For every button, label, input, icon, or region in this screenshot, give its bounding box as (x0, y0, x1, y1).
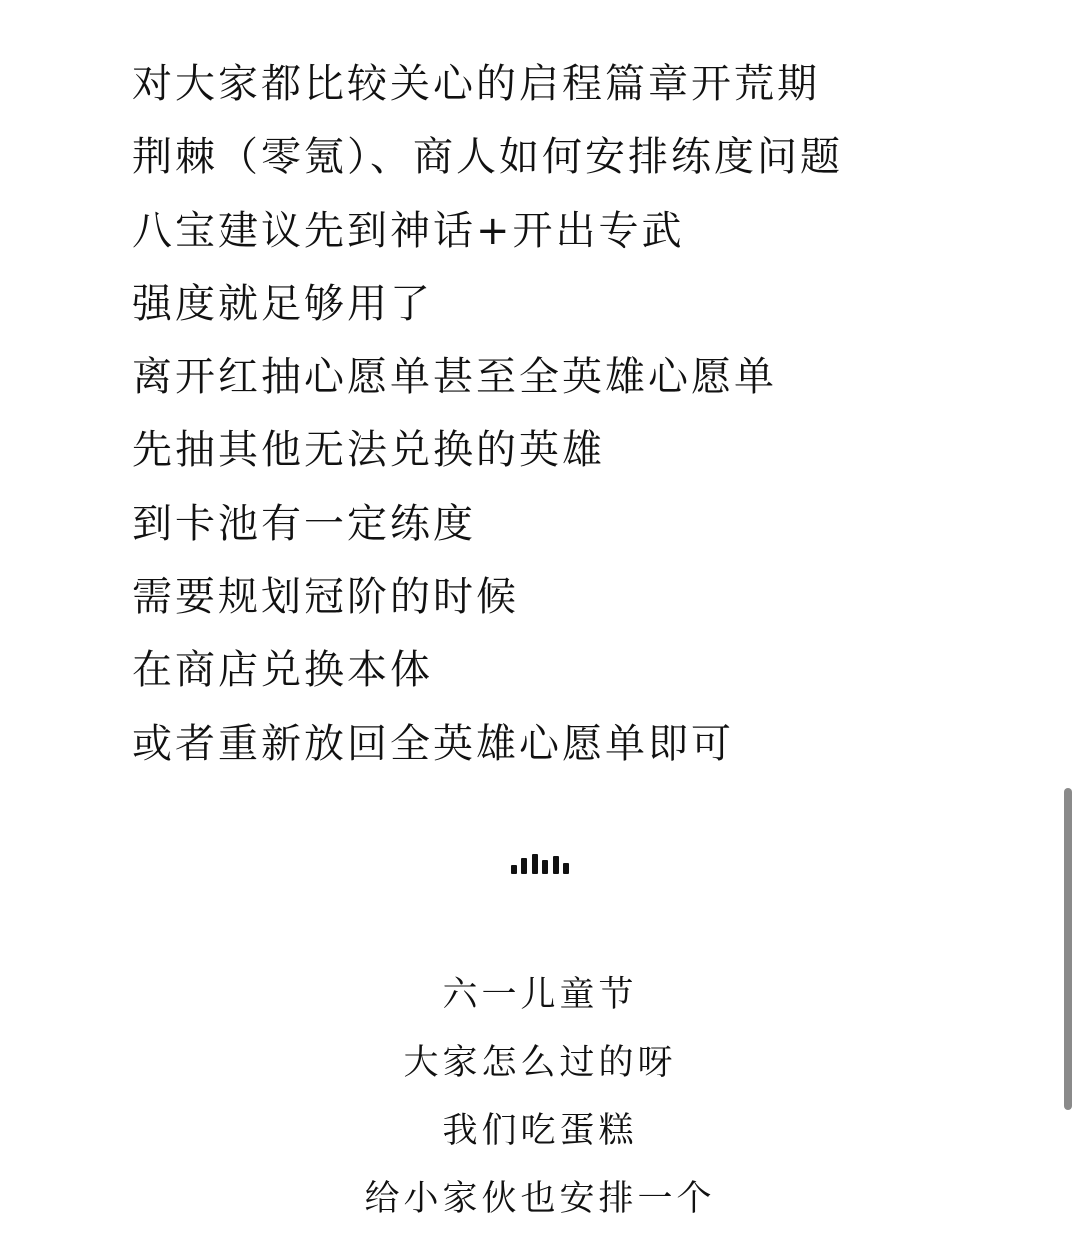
text-line: 强度就足够用了 (132, 280, 433, 327)
divider-bar (532, 854, 538, 874)
text-line: 到卡池有一定练度 (132, 500, 476, 547)
scrollbar-thumb[interactable] (1064, 788, 1072, 1110)
text-line: 离开红抽心愿单甚至全英雄心愿单 (132, 354, 777, 401)
text-line: 先抽其他无法兑换的英雄 (132, 427, 605, 474)
divider-bar (511, 865, 517, 874)
text-line: 大家怎么过的呀 (403, 1043, 677, 1083)
text-line: 我们吃蛋糕 (442, 1111, 638, 1151)
divider-bar (521, 858, 527, 874)
text-line: 荆棘（零氪）、商人如何安排练度问题 (132, 134, 843, 181)
text-line: 给小家伙也安排一个 (364, 1179, 716, 1219)
text-line: 对大家都比较关心的启程篇章开荒期 (132, 61, 820, 107)
bar-divider-icon (511, 854, 569, 874)
divider-bar (553, 856, 559, 874)
text-line: 或者重新放回全英雄心愿单即可 (132, 720, 734, 767)
text-line: 八宝建议先到神话+开出专武 (132, 207, 685, 254)
text-line: 在商店兑换本体 (132, 647, 433, 694)
paragraph-left-aligned (132, 52, 1032, 785)
divider-bar (542, 860, 548, 874)
paragraph-centered (0, 964, 1080, 1236)
divider-bar (563, 863, 569, 874)
text-line: 六一儿童节 (442, 975, 638, 1015)
text-line: 需要规划冠阶的时候 (132, 574, 519, 621)
